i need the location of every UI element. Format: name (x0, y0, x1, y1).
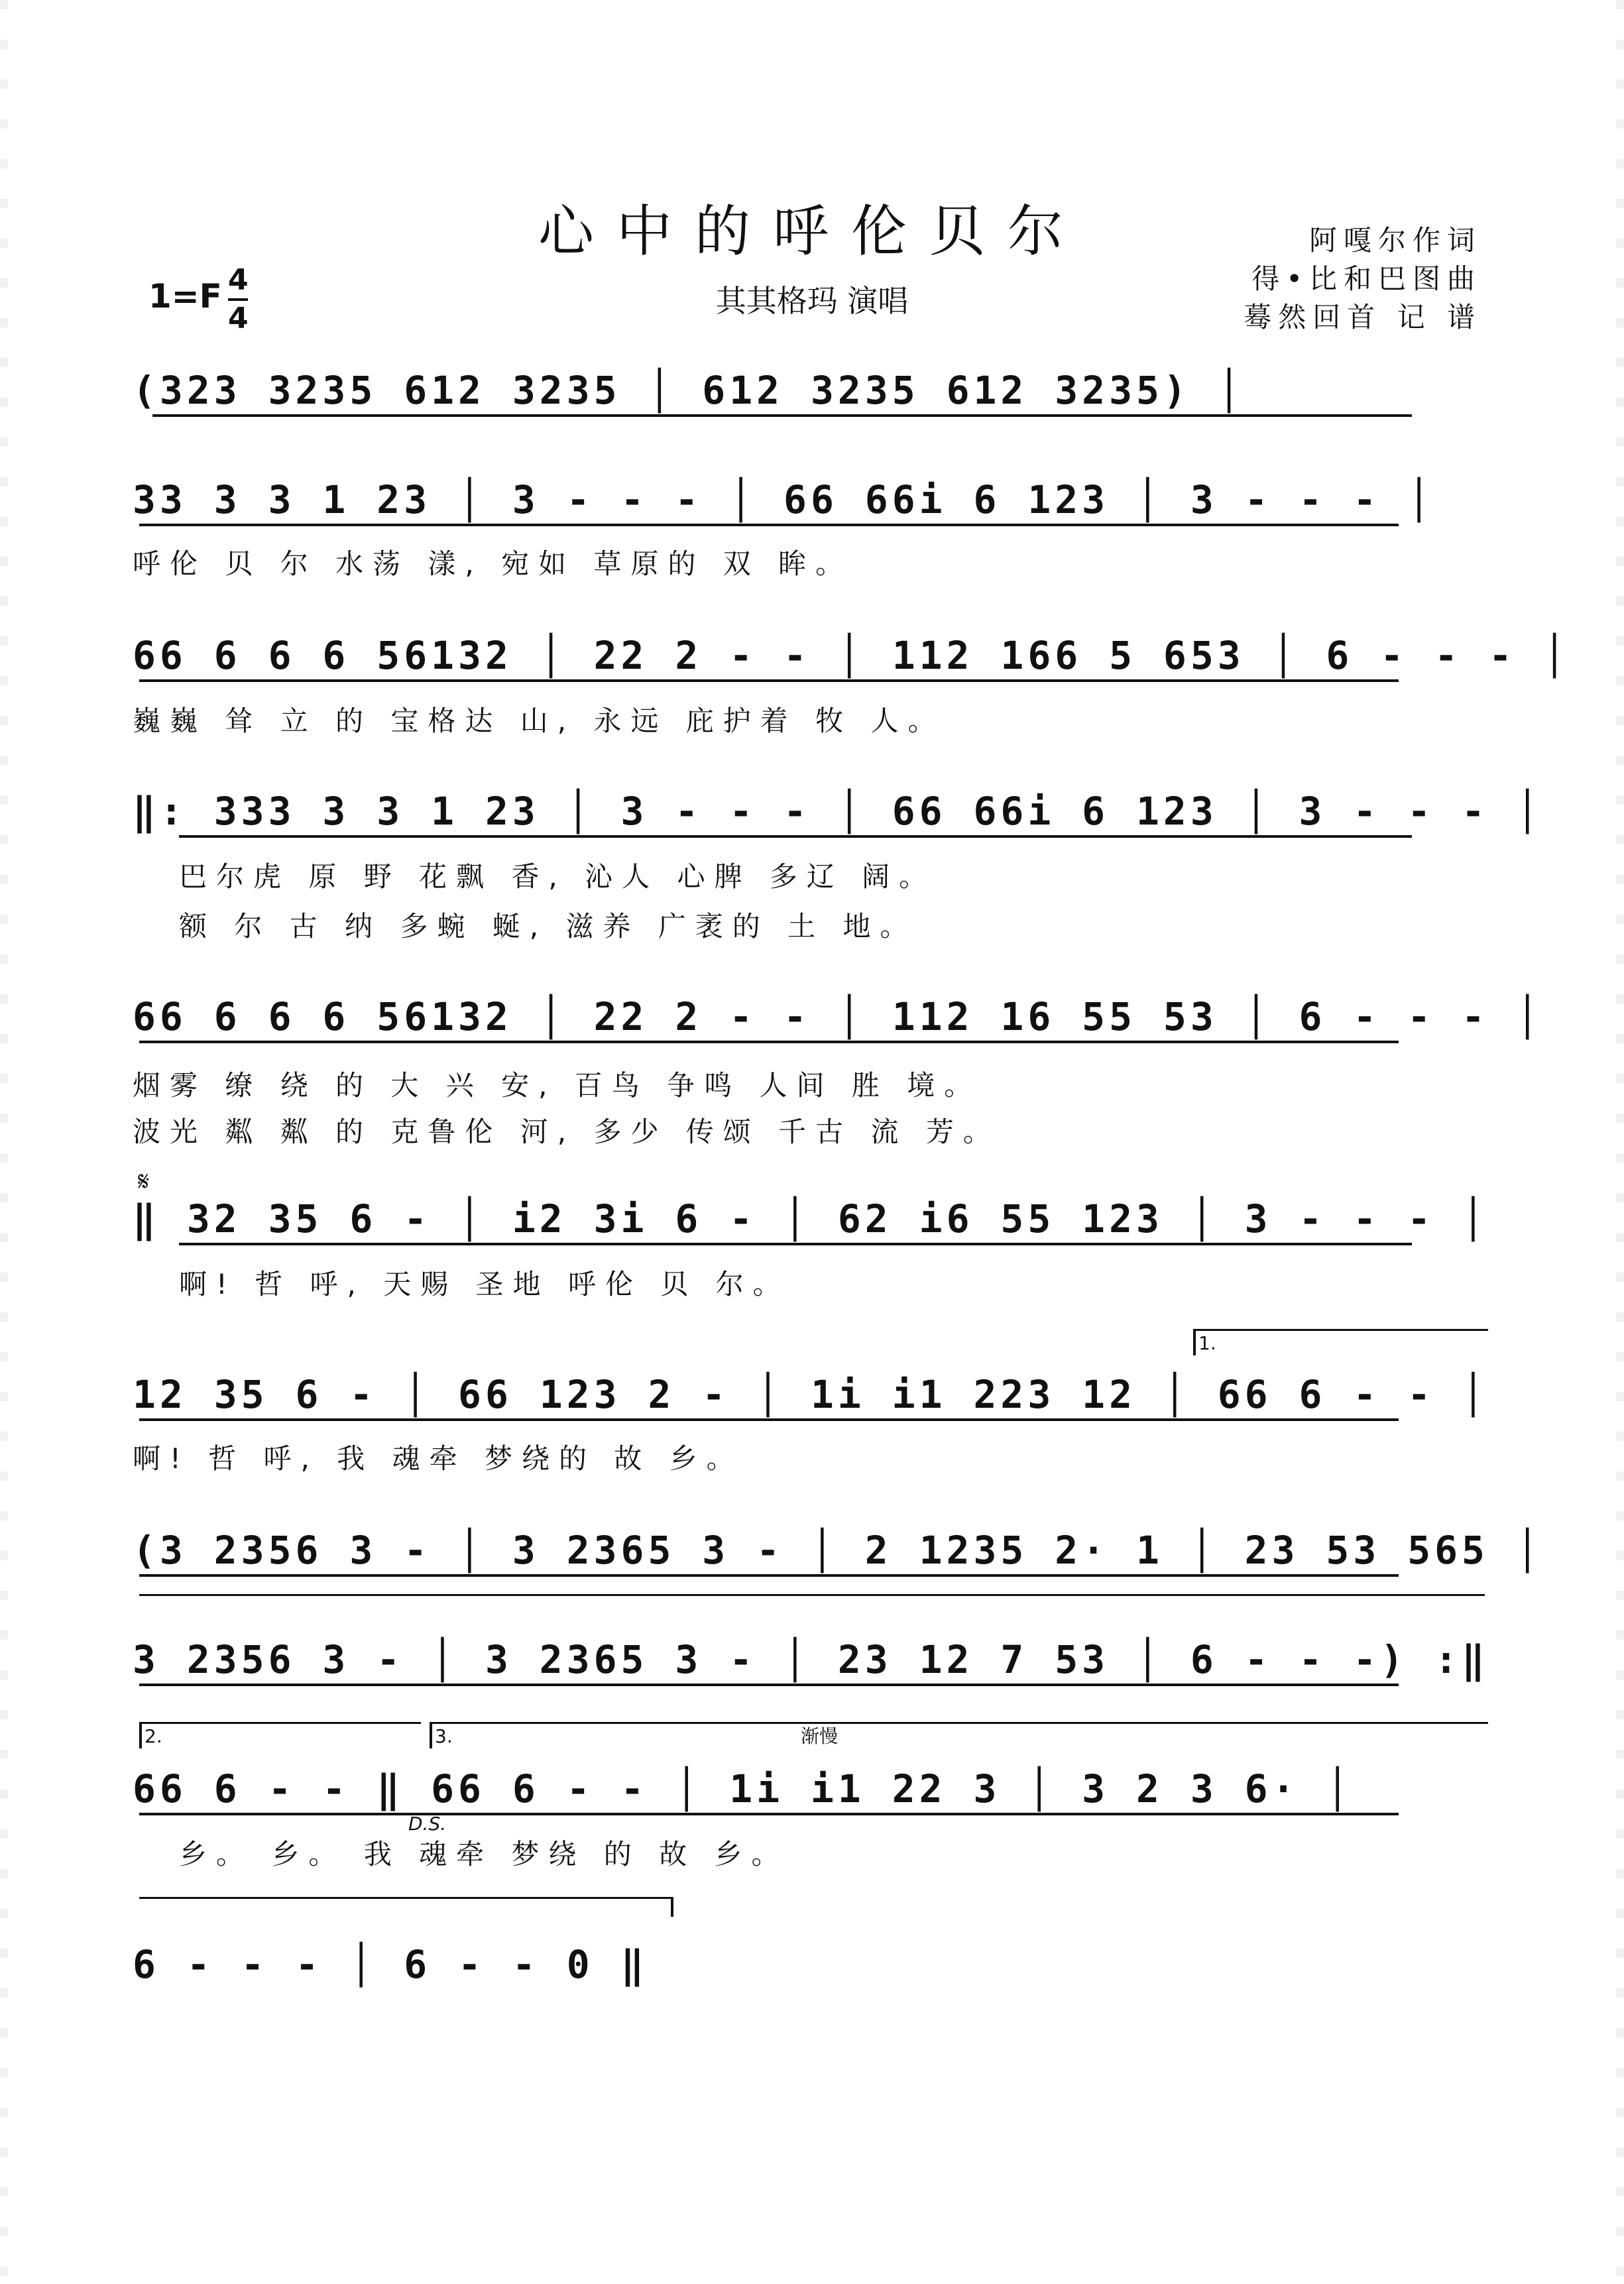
system-2-lyrics: 呼伦 贝 尔 水荡 漾, 宛如 草原的 双 眸。 (133, 547, 853, 580)
system-8-underline (139, 1574, 1399, 1577)
ending-2-bracket-left (139, 1722, 142, 1748)
transcriber-credit: 蓦然回首 记 谱 (1244, 301, 1481, 333)
system-5-lyrics-verse-2: 波光 粼 粼 的 克鲁伦 河, 多少 传颂 千古 流 芳。 (133, 1115, 1000, 1148)
system-1-notes: (323 3235 612 3235 │ 612 3235 612 3235) │ (133, 368, 1245, 413)
dal-segno-mark: D.S. (408, 1813, 447, 1835)
system-5-underline (139, 1041, 1399, 1043)
ending-1-bracket-top (1193, 1329, 1488, 1331)
system-10-lyrics: 乡。 乡。 我 魂牵 梦绕 的 故 乡。 (179, 1838, 789, 1870)
time-signature-bar (228, 298, 248, 301)
lyricist-credit: 阿嘎尔作词 (1308, 224, 1481, 257)
time-signature-bottom: 4 (228, 302, 249, 335)
system-7-underline (139, 1418, 1399, 1421)
ending-3-bracket-left (430, 1722, 432, 1748)
watermark-strip-right (1616, 0, 1624, 2284)
system-5-lyrics-verse-1: 烟雾 缭 绕 的 大 兴 安, 百鸟 争鸣 人间 胜 境。 (133, 1069, 982, 1102)
ending-3-bracket-top (430, 1722, 1488, 1724)
system-4-lyrics-verse-1: 巴尔虎 原 野 花飘 香, 沁人 心脾 多辽 阔。 (179, 860, 937, 893)
song-title: 心中的呼伦贝尔 (538, 199, 1086, 264)
system-2-underline (139, 524, 1399, 526)
system-11-notes: 6 - - - │ 6 - - 0 ‖ (133, 1942, 648, 1987)
system-5-notes: 66 6 6 6 56132 │ 22 2 - - │ 112 16 55 53 │ 6 - - - │ (133, 994, 1543, 1039)
system-3-lyrics: 巍巍 耸 立 的 宝格达 山, 永远 庇护着 牧 人。 (133, 705, 945, 737)
system-11-bracket-top (139, 1897, 673, 1899)
system-1-underline (152, 414, 1412, 417)
ending-1-bracket-left (1193, 1329, 1196, 1355)
segno-sign: 𝄋 (138, 1167, 150, 1197)
ending-2-bracket-top (139, 1722, 421, 1724)
system-6-underline (179, 1243, 1412, 1245)
system-4-notes: ‖: 333 3 3 1 23 │ 3 - - - │ 66 66i 6 123 │ 3 - - - │ (133, 789, 1543, 834)
system-3-notes: 66 6 6 6 56132 │ 22 2 - - │ 112 166 5 653 │ 6 - - - │ (133, 633, 1570, 678)
ending-2-label: 2. (145, 1725, 162, 1747)
ritardando-mark: 渐慢 (801, 1725, 839, 1747)
watermark-strip-left (0, 0, 8, 2284)
system-4-lyrics-verse-2: 额 尔 古 纳 多蜿 蜒, 滋养 广袤的 土 地。 (179, 910, 917, 942)
ending-1-label: 1. (1198, 1332, 1216, 1354)
key-signature: 1=F (148, 277, 222, 315)
ending-3-label: 3. (435, 1725, 453, 1747)
system-11-bracket-end (671, 1897, 673, 1917)
system-9-notes: 3 2356 3 - │ 3 2365 3 - │ 23 12 7 53 │ 6 - - -) :‖ (133, 1637, 1489, 1682)
system-2-notes: 33 3 3 1 23 │ 3 - - - │ 66 66i 6 123 │ 3 - - - │ (133, 477, 1435, 522)
system-3-underline (139, 679, 1399, 682)
system-4-underline (179, 835, 1412, 838)
system-8-notes: (3 2356 3 - │ 3 2365 3 - │ 2 1235 2· 1 │ 23 53 565 │ (133, 1528, 1543, 1573)
system-8-slur-line (139, 1594, 1485, 1596)
singer-credit: 其其格玛 演唱 (715, 283, 909, 319)
system-10-notes: 66 6 - - ‖ 66 6 - - │ 1i i1 22 3 │ 3 2 3 6· │ (133, 1766, 1354, 1811)
composer-credit: 得•比和巴图曲 (1251, 262, 1481, 295)
system-9-underline (139, 1684, 1399, 1686)
time-signature-top: 4 (228, 263, 249, 297)
system-10-underline (139, 1813, 1399, 1815)
system-7-lyrics: 啊! 哲 呼, 我 魂牵 梦绕的 故 乡。 (133, 1442, 744, 1475)
time-signature (228, 264, 249, 335)
system-6-lyrics: 啊! 哲 呼, 天赐 圣地 呼伦 贝 尔。 (179, 1268, 790, 1300)
system-6-notes: ‖ 32 35 6 - │ i2 3i 6 - │ 62 i6 55 123 │ 3 - - - │ (133, 1196, 1489, 1241)
system-7-notes: 12 35 6 - │ 66 123 2 - │ 1i i1 223 12 │ 66 6 - - │ (133, 1372, 1489, 1417)
